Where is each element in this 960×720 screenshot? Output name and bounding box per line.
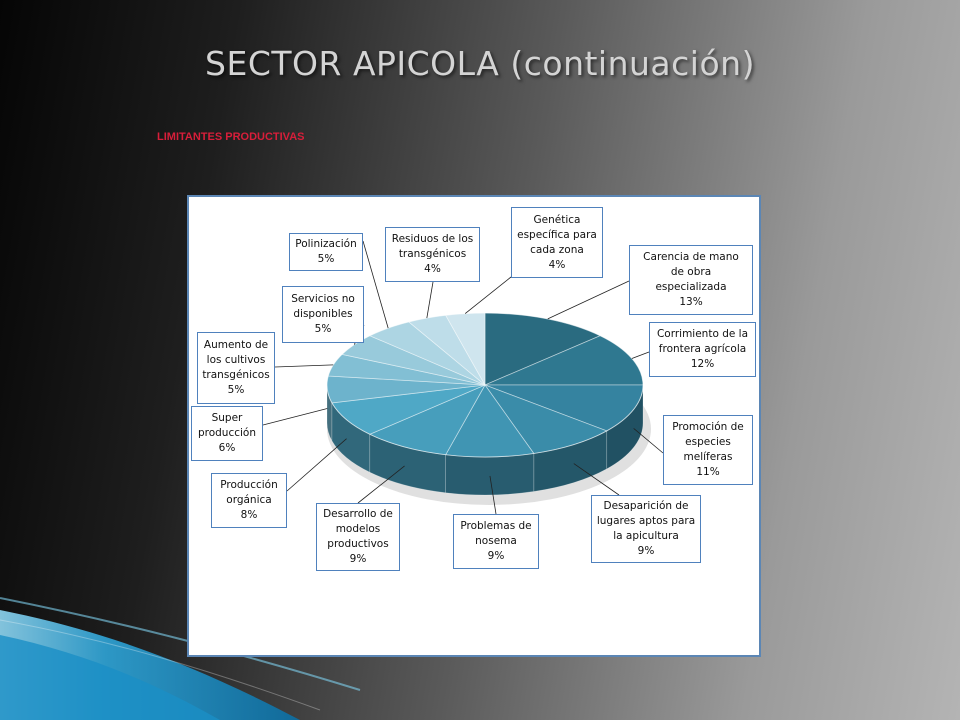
leader-line xyxy=(275,365,333,367)
data-label-percent: 9% xyxy=(487,550,505,562)
data-label xyxy=(316,503,400,571)
data-label-percent: 11% xyxy=(696,466,720,478)
data-label xyxy=(629,245,753,315)
data-label-name: Genética específica para cada zona xyxy=(517,213,597,256)
data-label-percent: 5% xyxy=(314,323,332,335)
leader-line xyxy=(548,281,629,319)
data-label xyxy=(511,207,603,278)
leader-line xyxy=(427,282,433,318)
data-label xyxy=(197,332,275,404)
data-label-percent: 5% xyxy=(317,253,335,265)
slide-title: SECTOR APICOLA (continuación) xyxy=(205,44,755,83)
data-label-name: Carencia de mano de obra especializada xyxy=(643,251,739,293)
data-label-name: Problemas de nosema xyxy=(460,520,532,547)
data-label xyxy=(191,406,263,461)
data-label-percent: 5% xyxy=(227,384,245,396)
chart-frame xyxy=(187,195,761,657)
data-label xyxy=(211,473,287,528)
data-label xyxy=(663,415,753,485)
leader-line xyxy=(263,409,327,425)
leader-line xyxy=(465,277,511,314)
data-label-name: Producción orgánica xyxy=(220,479,278,506)
chart-subtitle: LIMITANTES PRODUCTIVAS xyxy=(157,131,305,143)
pie-slice-side xyxy=(446,453,534,495)
data-label-name: Desarrollo de modelos productivos xyxy=(323,508,393,550)
data-label-percent: 9% xyxy=(637,545,655,557)
data-label-name: Aumento de los cultivos transgénicos xyxy=(202,339,270,381)
data-label xyxy=(289,233,363,271)
data-label-name: Desaparición de lugares aptos para la apicultura xyxy=(596,500,696,542)
data-label-percent: 6% xyxy=(218,442,236,454)
data-label xyxy=(649,322,756,377)
data-label xyxy=(282,286,364,343)
data-label-name: Corrimiento de la frontera agrícola xyxy=(656,328,749,355)
leader-line xyxy=(632,352,649,358)
data-label-name: Residuos de los transgénicos xyxy=(391,233,474,260)
leader-line xyxy=(287,439,347,491)
data-label-percent: 12% xyxy=(690,358,715,370)
data-label xyxy=(453,514,539,569)
data-label-percent: 4% xyxy=(424,263,441,275)
data-label-percent: 9% xyxy=(349,553,367,565)
data-label-percent: 8% xyxy=(240,509,258,521)
data-label-name: Polinización xyxy=(295,238,357,250)
data-label-percent: 13% xyxy=(679,296,703,308)
data-label xyxy=(385,227,480,282)
data-label-percent: 4% xyxy=(548,258,566,271)
data-label-name: Super producción xyxy=(197,412,257,439)
data-label-name: Servicios no disponibles xyxy=(291,293,355,320)
data-label xyxy=(591,495,701,563)
data-label-name: Promoción de especies melíferas xyxy=(672,421,744,463)
